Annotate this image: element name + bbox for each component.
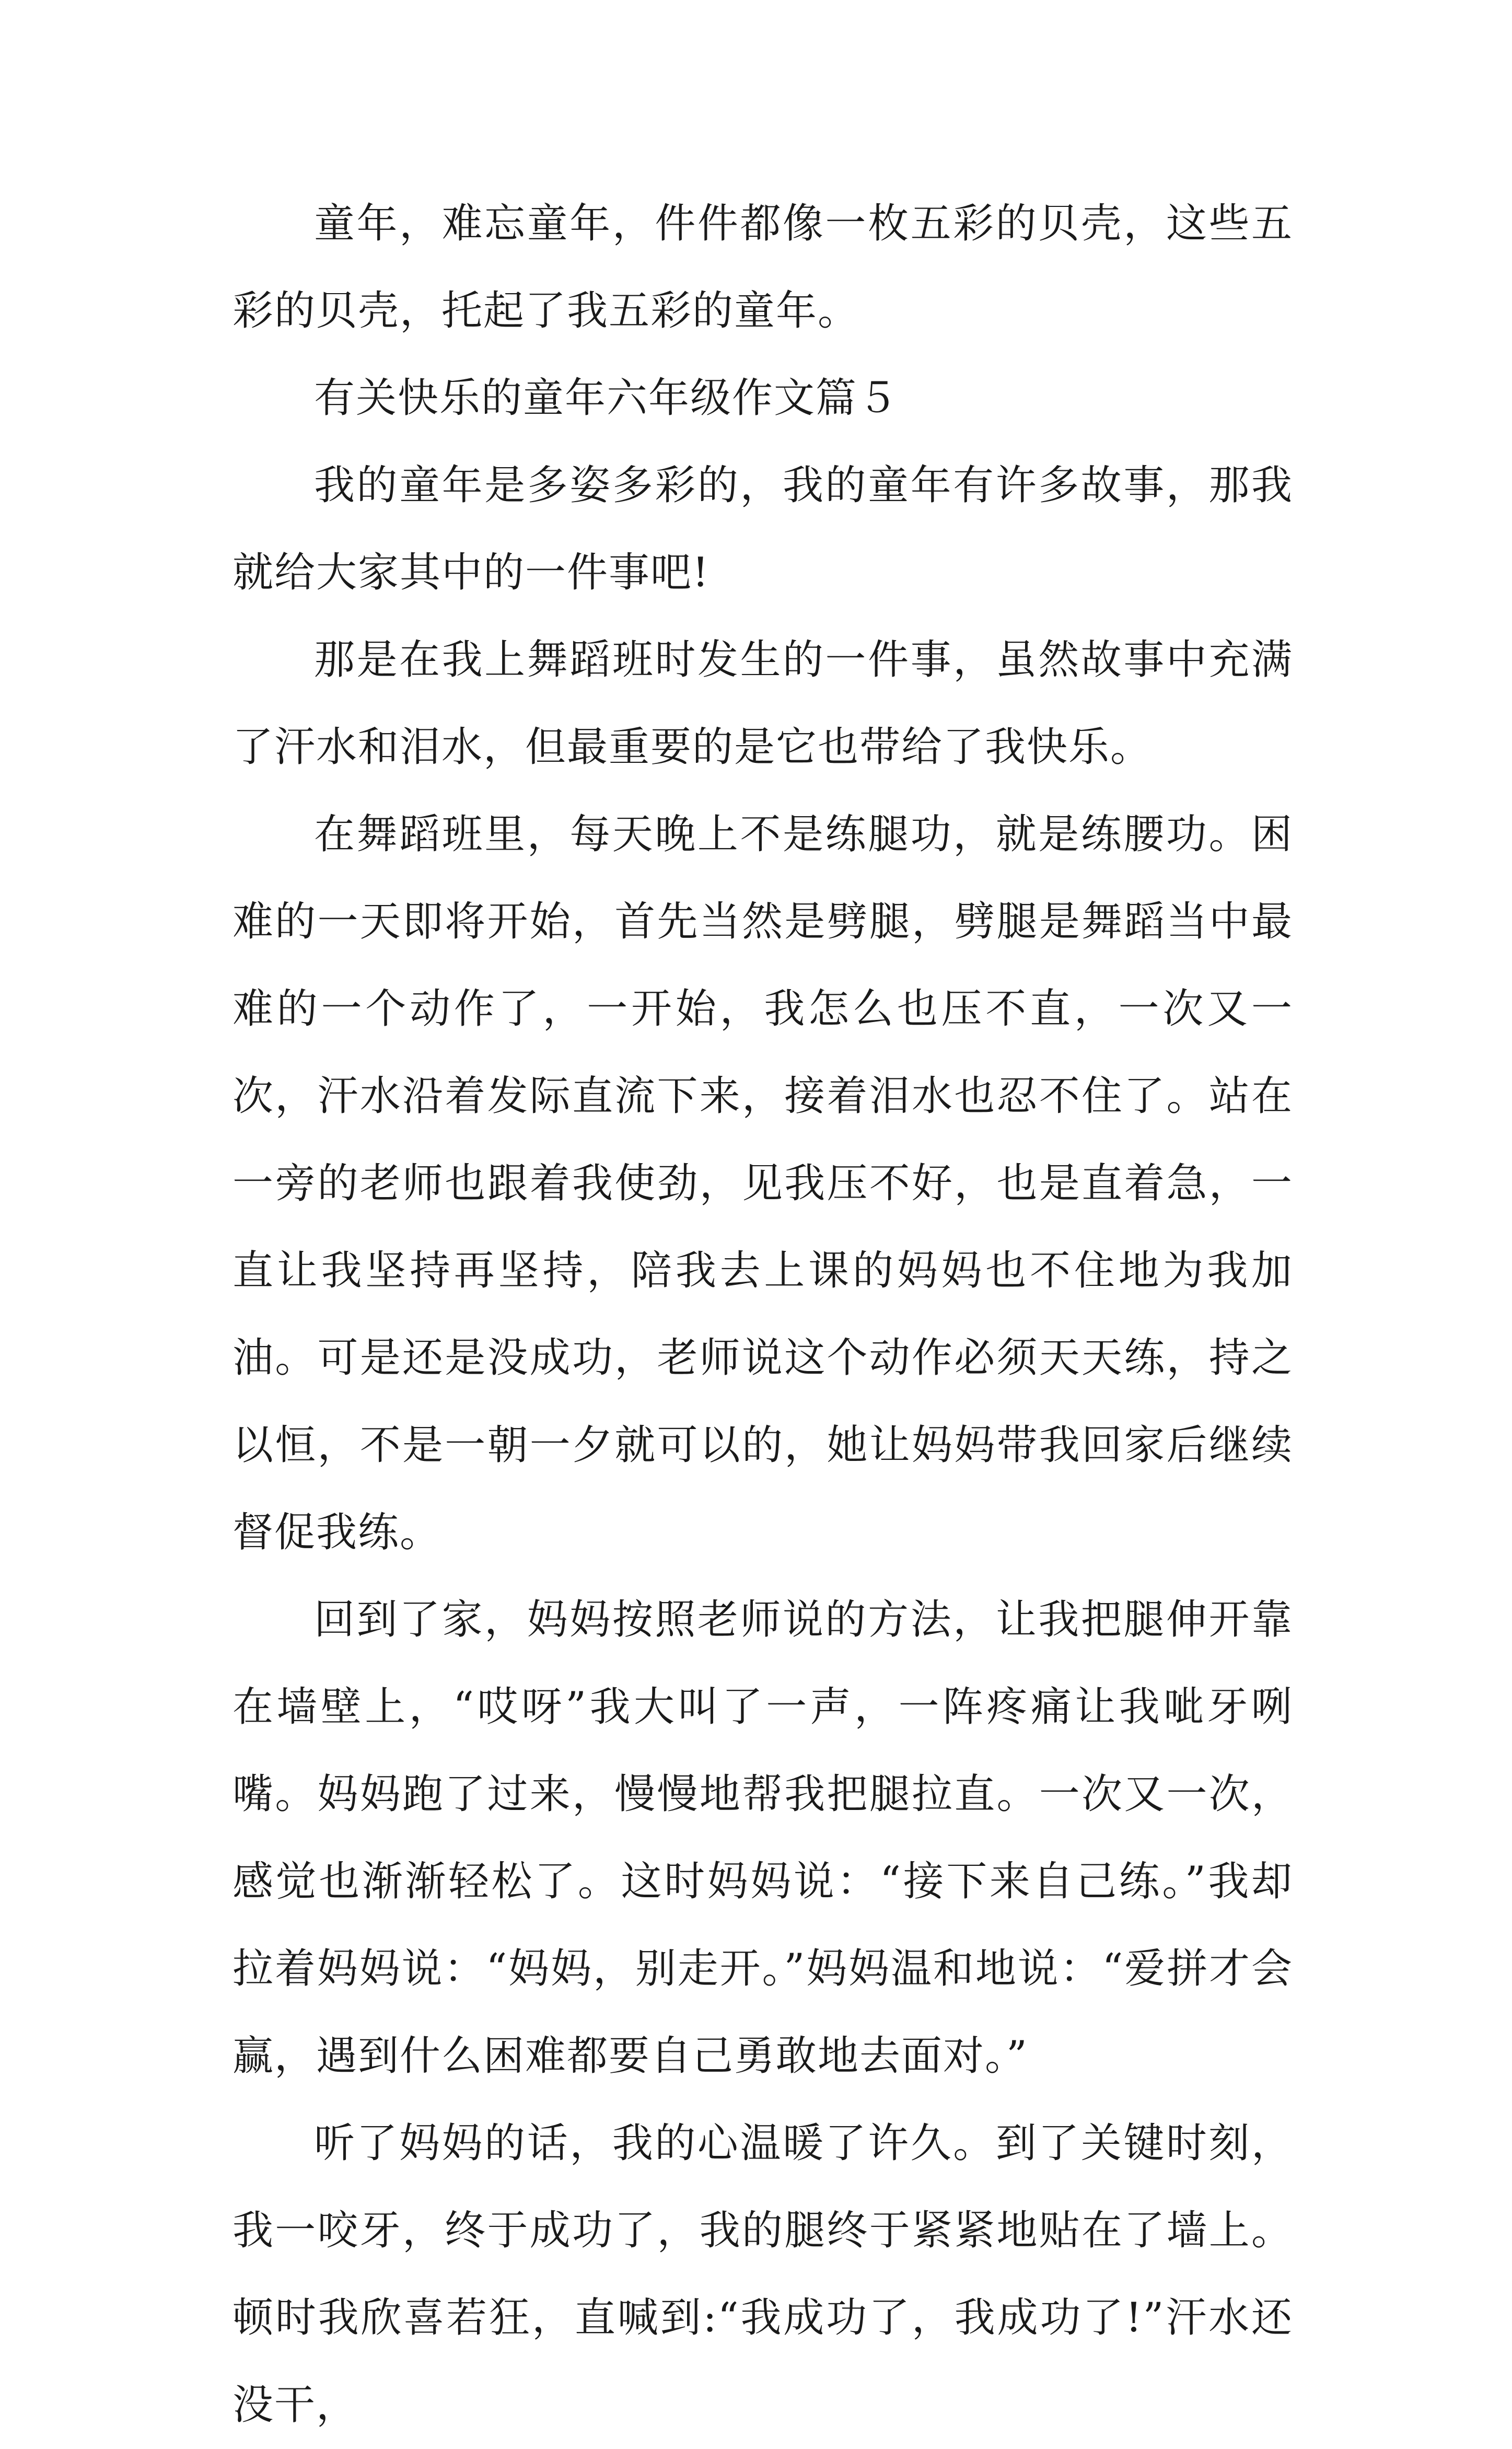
paragraph-2: 我的童年是多姿多彩的，我的童年有许多故事，那我就给大家其中的一件事吧! xyxy=(232,462,1293,596)
article-body xyxy=(232,180,1293,2449)
paragraph-1: 童年，难忘童年，件件都像一枚五彩的贝壳，这些五彩的贝壳，托起了我五彩的童年。 xyxy=(232,200,1293,334)
paragraph-6: 听了妈妈的话，我的心温暖了许久。到了关键时刻，我一咬牙，终于成功了，我的腿终于紧紧地贴在了墙上。顿时我欣喜若狂，直喊到:“我成功了，我成功了!”汗水还没干， xyxy=(232,2120,1293,2429)
paragraph-3: 那是在我上舞蹈班时发生的一件事，虽然故事中充满了汗水和泪水，但最重要的是它也带给了我快乐。 xyxy=(232,636,1293,771)
paragraph-5: 回到了家，妈妈按照老师说的方法，让我把腿伸开靠在墙壁上，“哎呀”我大叫了一声，一阵疼痛让我呲牙咧嘴。妈妈跑了过来，慢慢地帮我把腿拉直。一次又一次，感觉也渐渐轻松了。这时妈妈说：“接下来自己练。”我却拉着妈妈说：“妈妈，别走开。”妈妈温和地说：“爱拼才会赢，遇到什么困难都要自己勇敢地去面对。” xyxy=(232,1596,1293,2080)
paragraph-4: 在舞蹈班里，每天晚上不是练腿功，就是练腰功。困难的一天即将开始，首先当然是劈腿，劈腿是舞蹈当中最难的一个动作了，一开始，我怎么也压不直，一次又一次，汗水沿着发际直流下来，接着泪水也忍不住了。站在一旁的老师也跟着我使劲，见我压不好，也是直着急，一直让我坚持再坚持，陪我去上课的妈妈也不住地为我加油。可是还是没成功，老师说这个动作必须天天练，持之以恒，不是一朝一夕就可以的，她让妈妈带我回家后继续督促我练。 xyxy=(232,811,1293,1556)
section-heading: 有关快乐的童年六年级作文篇５ xyxy=(314,375,900,422)
